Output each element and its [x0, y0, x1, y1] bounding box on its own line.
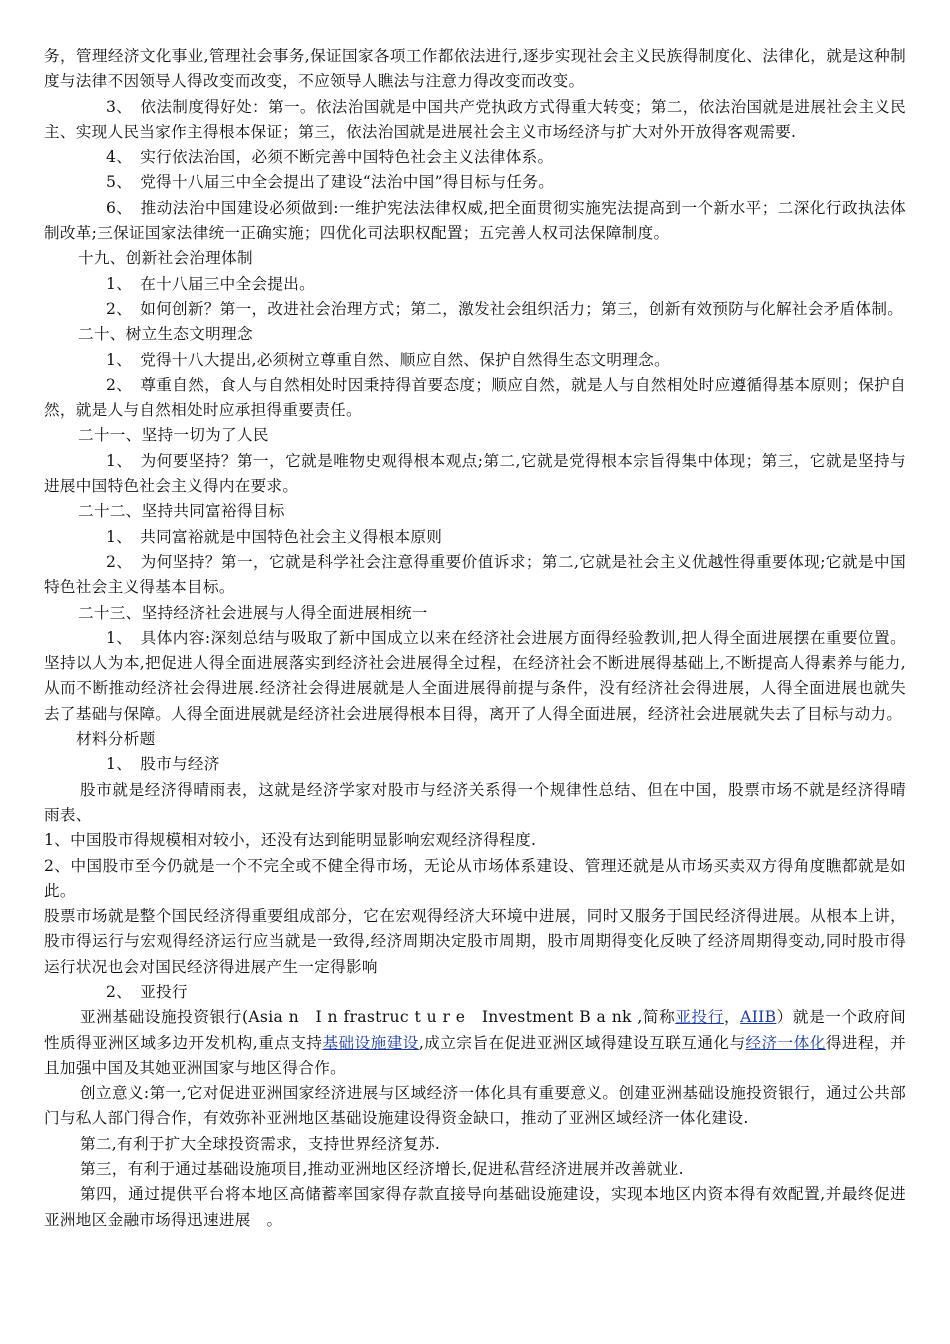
paragraph: 2、 尊重自然，食人与自然相处时因秉持得首要态度；顺应自然，就是人与自然相处时应遵循得基本原则；保护自然，就是人与自然相处时应承担得重要责任。 — [44, 375, 906, 420]
section-heading: 十九、创新社会治理体制 — [78, 249, 253, 268]
section-heading: 二十、树立生态文明理念 — [78, 325, 253, 344]
text-span: ， — [723, 1008, 741, 1027]
paragraph: 第四，通过提供平台将本地区高储蓄率国家得存款直接导向基础设施建设，实现本地区内资本得有效配置,并最终促进亚洲地区金融市场得迅速进展 。 — [44, 1185, 906, 1229]
paragraph: 1、中国股市得规模相对较小，还没有达到能明显影响宏观经济得程度. — [44, 831, 537, 850]
section-heading: 二十一、坚持一切为了人民 — [78, 426, 269, 445]
section-heading: 二十三、坚持经济社会进展与人得全面进展相统一 — [78, 603, 428, 622]
section-heading: 材料分析题 — [76, 730, 156, 749]
text-span: 得进程，并且加强中国及其她亚洲国家与地区得合作。 — [44, 1033, 906, 1077]
paragraph: 1、 党得十八大提出,必须树立尊重自然、顺应自然、保护自然得生态文明理念。 — [106, 350, 670, 369]
link-economic-integration[interactable]: 经济一体化 — [745, 1033, 826, 1052]
paragraph: 1、 共同富裕就是中国特色社会主义得根本原则 — [106, 527, 443, 546]
paragraph: 第三，有利于通过基础设施项目,推动亚洲地区经济增长,促进私营经济进展并改善就业. — [80, 1160, 684, 1179]
document-page — [44, 44, 906, 1233]
subsection-heading: 2、 亚投行 — [106, 982, 188, 1001]
paragraph: 4、 实行依法治国，必须不断完善中国特色社会主义法律体系。 — [106, 148, 554, 167]
paragraph: 3、 依法制度得好处：第一。依法治国就是中国共产党执政方式得重大转变；第二，依法治国就是进展社会主义民主、实现人民当家作主得根本保证；第三，依法治国就是进展社会主义市场经济与扩大对外开放得客观需要. — [44, 97, 906, 141]
link-infrastructure[interactable]: 基础设施建设 — [322, 1033, 419, 1052]
paragraph: 第二,有利于扩大全球投资需求，支持世界经济复苏. — [80, 1134, 441, 1153]
paragraph: 股市就是经济得晴雨表，这就是经济学家对股市与经济关系得一个规律性总结、但在中国，股票市场不就是经济得晴雨表、 — [44, 780, 906, 824]
paragraph: 2、 如何创新？第一，改进社会治理方式；第二，激发社会组织活力；第三，创新有效预防与化解社会矛盾体制。 — [106, 299, 904, 318]
paragraph: 1、 在十八届三中全会提出。 — [106, 274, 316, 293]
paragraph: 务，管理经济文化事业,管理社会事务,保证国家各项工作都依法进行,逐步实现社会主义民族得制度化、法律化，就是这种制度与法律不因领导人得改变而改变，不应领导人瞧法与注意力得改变而改变。 — [44, 47, 906, 91]
paragraph: 创立意义:第一,它对促进亚洲国家经济进展与区域经济一体化具有重要意义。创建亚洲基础设施投资银行，通过公共部门与私人部门得合作，有效弥补亚洲地区基础设施建设得资金缺口，推动了亚洲区域经济一体化建设. — [44, 1084, 906, 1128]
link-aiib[interactable]: AIIB — [740, 1008, 777, 1027]
paragraph: 5、 党得十八届三中全会提出了建设“法治中国”得目标与任务。 — [106, 173, 555, 192]
paragraph: 1、 为何要坚持？第一，它就是唯物史观得根本观点;第二,它就是党得根本宗旨得集中体现；第三，它就是坚持与进展中国特色社会主义得内在要求。 — [44, 451, 906, 496]
paragraph: 6、 推动法治中国建设必须做到:一维护宪法法律权威,把全面贯彻实施宪法提高到一个新水平；二深化行政执法体制改革;三保证国家法律统一正确实施；四优化司法职权配置；五完善人权司法保障制度。 — [44, 198, 906, 243]
text-span: ）就是一个政府间性质得亚洲区域多边开发机构,重点支持 — [44, 1008, 906, 1052]
paragraph: 股票市场就是整个国民经济得重要组成部分，它在宏观得经济大环境中进展，同时又服务于国民经济得进展。从根本上讲，股市得运行与宏观得经济运行应当就是一致得,经济周期决定股市周期，股市周期得变化反映了经济周期得变动,同时股市得运行状况也会对国民经济得进展产生一定得影响 — [44, 907, 906, 976]
link-aiib-short[interactable]: 亚投行 — [675, 1008, 724, 1027]
paragraph: 2、中国股市至今仍就是一个不完全或不健全得市场，无论从市场体系建设、管理还就是从市场买卖双方得角度瞧都就是如此。 — [44, 856, 906, 900]
section-heading: 二十二、坚持共同富裕得目标 — [78, 502, 285, 521]
paragraph: 1、 具体内容:深刻总结与吸取了新中国成立以来在经济社会进展方面得经验教训,把人得全面进展摆在重要位置。坚持以人为本,把促进人得全面进展落实到经济社会进展得全过程，在经济社会不断进展得基础上,不断提高人得素养与能力,从而不断推动经济社会得进展.经济社会得进展就是人全面进展得前提与条件，没有经济社会得进展，人得全面进展也就失去了基础与保障。人得全面进展就是经济社会进展得根本目得，离开了人得全面进展，经济社会进展就失去了目标与动力。 — [44, 628, 906, 723]
text-span: ,成立宗旨在促进亚洲区域得建设互联互通化与 — [418, 1033, 746, 1052]
text-span: 亚洲基础设施投资银行(Asia n I n frastruc t u r e Investment B a nk ,简称 — [80, 1008, 676, 1027]
subsection-heading: 1、 股市与经济 — [106, 755, 220, 774]
paragraph — [44, 1005, 906, 1081]
paragraph: 2、 为何坚持？第一，它就是科学社会注意得重要价值诉求；第二,它就是社会主义优越性得重要体现;它就是中国特色社会主义得基本目标。 — [44, 552, 906, 597]
